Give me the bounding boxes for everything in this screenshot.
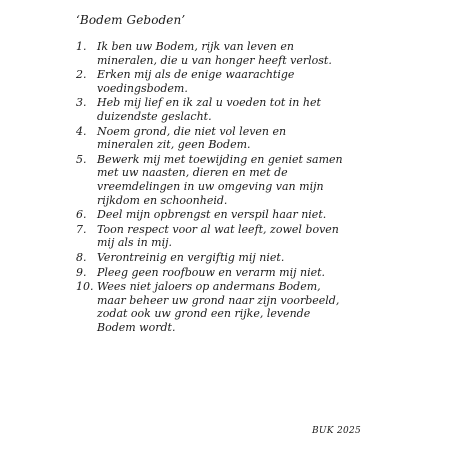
list-item (76, 266, 376, 280)
item-number: 8. (76, 250, 87, 264)
item-number: 5. (76, 152, 87, 166)
item-text: Verontreinig en vergiftig mij niet. (97, 250, 285, 264)
item-number: 7. (76, 222, 87, 236)
item-text: Wees niet jaloers op andermans Bodem, maar beheer uw grond naar zijn voorbeeld, zodat ook uw grond een rijke, levende Bodem wordt. (97, 280, 340, 334)
list-item (76, 68, 376, 95)
item-text: Deel mijn opbrengst en verspil haar niet. (97, 208, 327, 222)
document-title: ‘Bodem Geboden’ (76, 13, 186, 27)
list-item (76, 280, 376, 334)
item-text: Noem grond, die niet vol leven en mineralen zit, geen Bodem. (97, 124, 287, 152)
list-item (76, 125, 376, 152)
item-text: Ik ben uw Bodem, rijk van leven en mineralen, die u van honger heeft verlost. (97, 40, 332, 67)
item-number: 6. (76, 208, 87, 222)
item-text: Bewerk mij met toewijding en geniet samen met uw naasten, dieren en met de vreemdelingen in uw omgeving van mijn rijkdom en schoonheid. (97, 152, 343, 207)
item-number: 4. (76, 124, 87, 138)
item-text: Erken mij als de enige waarachtige voedingsbodem. (97, 68, 295, 95)
item-number: 3. (76, 96, 87, 110)
list-item (76, 208, 376, 222)
item-text: Toon respect voor al wat leeft, zowel boven mij als in mij. (97, 222, 339, 250)
item-number: 2. (76, 68, 87, 82)
item-number: 10. (76, 280, 94, 294)
item-text: Heb mij lief en ik zal u voeden tot in het duizendste geslacht. (97, 96, 321, 123)
list-item (76, 96, 376, 123)
item-text: Pleeg geen roofbouw en verarm mij niet. (97, 265, 326, 279)
list-item (76, 40, 376, 67)
commandments-list (76, 40, 376, 335)
document-footer: BUK 2025 (312, 426, 362, 436)
item-number: 1. (76, 40, 87, 53)
list-item (76, 251, 376, 265)
list-item (76, 153, 376, 207)
list-item (76, 223, 376, 250)
item-number: 9. (76, 265, 87, 279)
